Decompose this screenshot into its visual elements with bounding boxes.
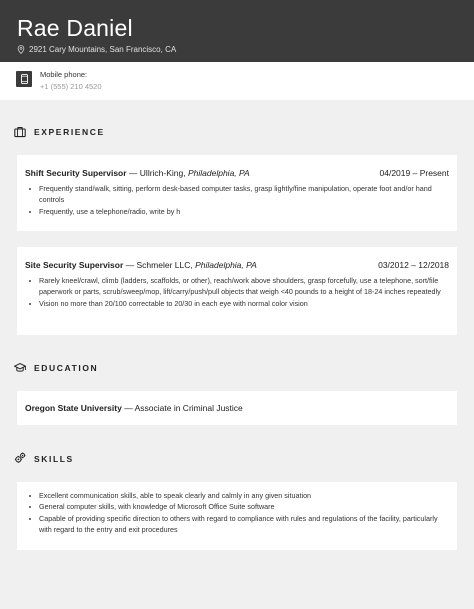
education-card [17,391,457,425]
briefcase-icon [14,126,26,138]
job-company: Ullrich-King, [139,168,188,178]
separator: — [126,168,140,178]
experience-heading: EXPERIENCE [34,127,105,137]
job-card-1 [17,155,457,231]
list-item: Rarely kneel/crawl, climb (ladders, scaffolds, or other), reach/work above shoulders, grasp forcefully, use a telephone, sort/file paperwork or parts, scrub/sweep/mop, lift/carry/push/pull objects that weigh <40 pounds to a height of 18-24 inches repeatedly [25,275,445,298]
job-location: Philadelphia, PA [187,168,250,178]
school-name: Oregon State University [25,403,122,413]
mobile-phone-icon [16,71,32,87]
list-item: Capable of providing specific direction to others with regard to compliance with rules and regulations of the facility, particularly with regard to the entry and exit procedures [25,513,445,536]
job-role: Shift Security Supervisor [25,168,127,178]
skills-list [25,490,445,536]
location-pin-icon [17,45,25,54]
skills-heading: SKILLS [34,454,74,464]
job-company: Schmeler LLC, [136,260,196,270]
resume-header [0,0,474,62]
separator: — [123,260,137,270]
education-line [25,403,243,413]
job-bullets [25,275,445,309]
job-bullets [25,183,445,217]
list-item: Excellent communication skills, able to speak clearly and calmly in any given situation [25,490,445,501]
list-item: Vision no more than 20/100 correctable to 20/30 in each eye with normal color vision [25,298,445,309]
list-item: Frequently, use a telephone/radio, write by h [25,206,445,217]
job-dates: 04/2019 – Present [379,168,449,178]
job-card-2 [17,247,457,335]
address-line [17,45,176,54]
job-title-line [25,168,250,178]
list-item: General computer skills, with knowledge of Microsoft Office Suite software [25,501,445,512]
separator: — [121,403,135,413]
phone-number[interactable]: +1 (555) 210 4520 [40,82,102,91]
graduation-cap-icon [14,362,26,374]
job-title-line [25,260,257,270]
gears-icon [14,452,26,464]
contact-bar [0,62,474,100]
skills-card [17,482,457,550]
education-heading: EDUCATION [34,363,99,373]
degree-name: Associate in Criminal Justice [134,403,243,413]
job-role: Site Security Supervisor [25,260,124,270]
job-location: Philadelphia, PA [195,260,257,270]
phone-label: Mobile phone: [40,70,88,79]
candidate-name: Rae Daniel [17,15,133,41]
list-item: Frequently stand/walk, sitting, perform desk-based computer tasks, grasp lightly/fine manipulation, operate foot and/or hand controls [25,183,445,206]
address-text: 2921 Cary Mountains, San Francisco, CA [29,45,177,54]
job-dates: 03/2012 – 12/2018 [378,260,449,270]
